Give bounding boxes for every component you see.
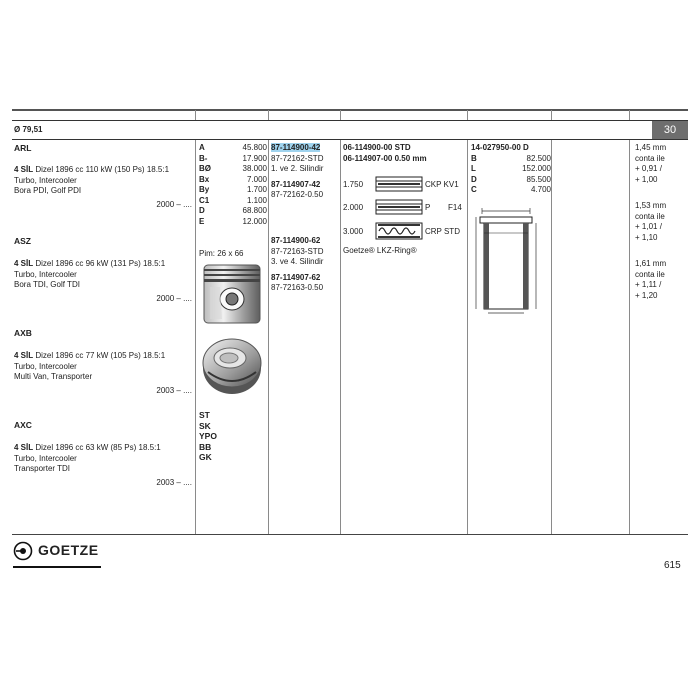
code-item: GK [199, 452, 212, 462]
pin-size-label: Pim: 26 x 66 [199, 249, 244, 258]
ring-label: P [425, 203, 431, 212]
piston-side-illustration [200, 263, 264, 325]
gasket-option [635, 259, 666, 301]
part-number[interactable]: 87-72163-STD [271, 246, 324, 256]
engine-block-axb [14, 328, 192, 395]
compression-ring-icon [375, 176, 423, 192]
engine-years: 2003 – .... [156, 477, 192, 487]
ring-size: 2.000 [343, 203, 364, 212]
dim-row: A 45.800 [199, 143, 267, 152]
gasket-thickness: 1,53 mm [635, 201, 667, 210]
engine-desc: 4 SİL Dizel 1896 cc 77 kW (105 Ps) 18.5:1 [14, 351, 166, 360]
ring-label: CRP STD [425, 227, 460, 236]
gasket-label: conta ile [635, 153, 665, 163]
engine-code: ARL [14, 143, 32, 153]
column-divider [340, 110, 341, 535]
engine-code: AXC [14, 420, 32, 430]
logo-underline [13, 566, 101, 568]
engine-line2: Turbo, Intercooler [14, 361, 77, 371]
engine-line3: Multi Van, Transporter [14, 372, 93, 381]
taper-ring-icon [375, 199, 423, 215]
ring-label: CKP KV1 [425, 180, 459, 189]
engine-desc: 4 SİL Dizel 1896 cc 96 kW (131 Ps) 18.5:1 [14, 259, 166, 268]
diameter-header-bar [12, 120, 688, 140]
cylinder-note: 3. ve 4. Silindir [271, 257, 324, 266]
gasket-range: + 1,20 [635, 290, 658, 300]
gasket-option [635, 201, 666, 243]
brand-name: GOETZE [38, 542, 99, 558]
gasket-range: + 1,11 / [635, 280, 662, 289]
code-item: YPO [199, 431, 217, 441]
gasket-thickness: 1,61 mm [635, 259, 667, 268]
gasket-option [635, 143, 666, 185]
cylinder-note: 1. ve 2. Silindir [271, 164, 324, 173]
ring-pn-050[interactable]: 06-114907-00 0.50 mm [343, 153, 427, 163]
engine-line3: Bora TDI, Golf TDI [14, 280, 80, 289]
code-list [199, 410, 217, 463]
part-number[interactable]: 87-72163-0.50 [271, 283, 324, 292]
gasket-thickness: 1,45 mm [635, 143, 667, 152]
liner-dim-row: L 152.000 [471, 164, 551, 173]
engine-years: 2000 – .... [156, 293, 192, 303]
page-number: 615 [664, 560, 681, 571]
gasket-label: conta ile [635, 269, 665, 279]
cylinder-liner-drawing [474, 205, 540, 317]
ring-size: 1.750 [343, 180, 364, 189]
gasket-range: + 1,10 [635, 232, 658, 242]
part-number[interactable]: 87-114900-62 [271, 236, 321, 245]
gasket-label: conta ile [635, 211, 665, 221]
liner-dim-row: B 82.500 [471, 153, 551, 163]
part-number[interactable]: 87-114900-42 [271, 143, 321, 152]
dim-row: By 1.700 [199, 185, 267, 194]
dim-row: Bx 7.000 [199, 174, 267, 184]
ring-brand-note: Goetze® LKZ-Ring® [343, 246, 417, 255]
piston-part-numbers-group2 [271, 236, 323, 294]
oil-ring-icon [375, 222, 423, 240]
engine-line2: Turbo, Intercooler [14, 175, 77, 185]
liner-dim-row: D 85.500 [471, 174, 551, 184]
ring-size: 3.000 [343, 227, 364, 236]
column-divider [467, 110, 468, 535]
engine-code: AXB [14, 328, 32, 338]
top-rule [12, 109, 688, 111]
dim-row: BØ 38.000 [199, 164, 267, 173]
dim-row: B- 17.900 [199, 153, 267, 163]
code-item: SK [199, 420, 211, 431]
liner-dim-row: C 4.700 [471, 185, 551, 194]
engine-code: ASZ [14, 236, 31, 246]
engine-years: 2003 – .... [156, 385, 192, 395]
liner-info [471, 143, 551, 196]
engine-line3: Transporter TDI [14, 464, 71, 473]
diameter-label: Ø 79,51 [14, 125, 43, 134]
dim-row: D 68.800 [199, 206, 267, 215]
engine-line3: Bora PDI, Golf PDI [14, 186, 82, 195]
part-number[interactable]: 87-114907-62 [271, 272, 321, 282]
engine-desc: 4 SİL Dizel 1896 cc 63 kW (85 Ps) 18.5:1 [14, 443, 161, 452]
engine-block-asz [14, 236, 192, 303]
dim-row: E 12.000 [199, 216, 267, 226]
piston-crown-illustration [200, 330, 264, 400]
piston-part-numbers-group1 [271, 143, 323, 201]
part-number[interactable]: 87-72162-0.50 [271, 190, 324, 199]
gasket-range: + 1,01 / [635, 222, 662, 231]
ring-part-numbers [343, 143, 427, 164]
column-divider [268, 110, 269, 535]
piston-dimensions [199, 143, 267, 227]
column-divider [195, 110, 196, 535]
code-item: BB [199, 441, 212, 452]
goetze-logo-icon [13, 541, 33, 561]
liner-part-number[interactable]: 14-027950-00 D [471, 143, 529, 152]
gasket-range: + 1,00 [635, 174, 658, 184]
engine-line2: Turbo, Intercooler [14, 269, 77, 279]
engine-line2: Turbo, Intercooler [14, 453, 77, 463]
engine-desc: 4 SİL Dizel 1896 cc 110 kW (150 Ps) 18.5:1 [14, 165, 170, 174]
ring-pn-std[interactable]: 06-114900-00 STD [343, 143, 411, 152]
part-number[interactable]: 87-114907-42 [271, 179, 321, 189]
dim-row: C1 1.100 [199, 195, 267, 205]
bottom-rule [12, 534, 688, 535]
engine-block-arl [14, 143, 192, 209]
code-item: ST [199, 410, 210, 420]
column-divider [629, 110, 630, 535]
part-number[interactable]: 87-72162-STD [271, 153, 324, 163]
gasket-range: + 0,91 / [635, 164, 662, 173]
engine-block-axc [14, 420, 192, 487]
column-divider [551, 110, 552, 535]
ring-extra: F14 [448, 203, 462, 212]
page-tab: 30 [652, 121, 688, 139]
engine-years: 2000 – .... [156, 199, 192, 209]
